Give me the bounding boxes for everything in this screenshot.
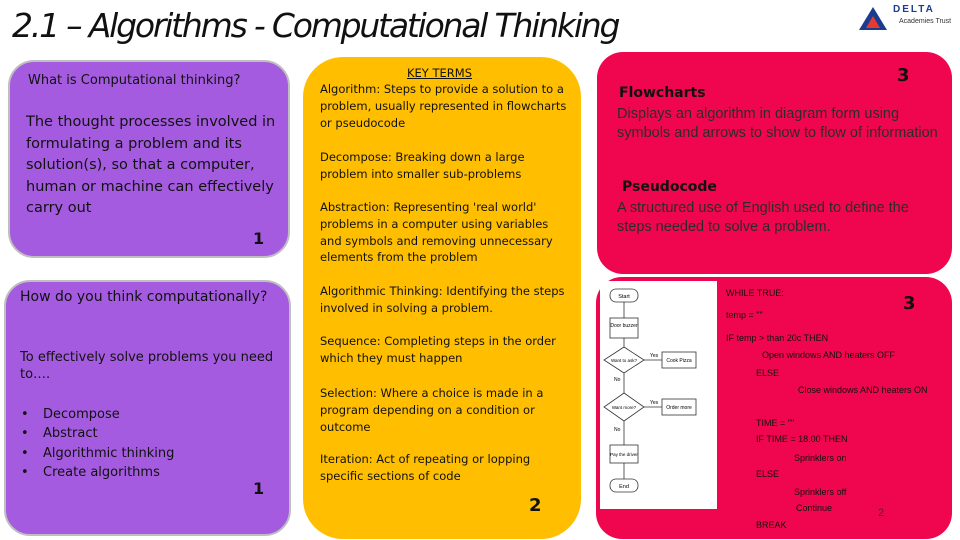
box5-number: 3 — [903, 293, 916, 314]
code-line: Open windows AND heaters OFF — [762, 350, 896, 360]
box3-number: 2 — [529, 495, 542, 516]
box4-number: 3 — [897, 65, 910, 86]
flowcharts-pseudocode-box — [597, 52, 952, 274]
key-term-algorithmic-thinking: Algorithmic Thinking: Identifying the steps involved in solving a problem. — [320, 284, 565, 315]
code-line: ELSE — [756, 469, 780, 479]
box2-intro: To effectively solve problems you need to…. — [20, 350, 274, 382]
flowchart-example — [600, 281, 717, 509]
key-term-iteration: Iteration: Act of repeating or lopping specific sections of code — [320, 452, 531, 483]
code-line: Sprinklers off — [794, 487, 847, 497]
key-terms-box — [303, 57, 581, 539]
list-item: • Abstract — [20, 424, 174, 443]
box2-number: 1 — [253, 479, 265, 498]
page-title: 2.1 – Algorithms - Computational Thinking — [12, 6, 619, 45]
box1-number: 1 — [253, 229, 265, 248]
logo-name: DELTA — [893, 4, 935, 15]
code-line: Continue — [796, 503, 833, 513]
flowcharts-description: Displays an algorithm in diagram form using symbols and arrows to show to flow of information — [617, 106, 938, 141]
key-terms-heading: KEY TERMS — [407, 66, 472, 80]
code-line: BREAK — [756, 520, 787, 530]
code-line: WHILE TRUE: — [726, 288, 784, 298]
key-term-sequence: Sequence: Completing steps in the order which they must happen — [320, 334, 556, 365]
pseudocode-description: A structured use of English used to define the steps needed to solve a problem. — [617, 200, 909, 235]
key-term-decompose: Decompose: Breaking down a large problem into smaller sub-problems — [320, 150, 525, 181]
flow-end-label: End — [619, 484, 629, 490]
flow-pay-label: Pay the driver — [610, 452, 638, 457]
code-line: temp = "" — [726, 310, 763, 320]
key-term-selection: Selection: Where a choice is made in a program depending on a condition or outcome — [320, 386, 544, 434]
key-term-abstraction: Abstraction: Representing 'real world' problems in a computer using variables and symbols and removing unnecessary elements from the problem — [320, 200, 553, 265]
flowchart-diagram — [600, 281, 717, 509]
think-computationally-box — [4, 280, 291, 536]
flow-start-label: Start — [618, 294, 630, 300]
flow-yes-2: Yes — [650, 400, 659, 406]
flow-cook-label: Cook Pizza — [666, 358, 692, 364]
box2-list — [20, 405, 174, 482]
flow-decision-2-label: Want more? — [611, 405, 637, 410]
computational-thinking-box — [8, 60, 290, 258]
code-line: IF TIME = 18.00 THEN — [756, 434, 848, 444]
pseudocode-heading: Pseudocode — [622, 179, 717, 195]
flow-door-label: Door buzzer — [610, 323, 638, 329]
box1-definition: The thought processes involved in formulating a problem and its solution(s), so that a computer, human or machine can effectively carry out — [26, 114, 276, 216]
code-line: TIME = "" — [756, 418, 795, 428]
delta-triangle-icon — [855, 4, 891, 34]
delta-logo — [855, 4, 951, 34]
code-line: IF temp > than 20c THEN — [726, 333, 829, 343]
code-line: ELSE — [756, 368, 780, 378]
flowcharts-heading: Flowcharts — [619, 85, 706, 101]
box2-question: How do you think computationally? — [20, 289, 268, 305]
flow-order-label: Order more — [666, 405, 692, 411]
box1-question: What is Computational thinking? — [28, 73, 241, 88]
flow-no-2: No — [614, 427, 621, 433]
logo-subtitle: Academies Trust — [899, 18, 952, 25]
flow-yes-1: Yes — [650, 353, 659, 359]
code-line: Close windows AND heaters ON — [798, 385, 928, 395]
page-number: 2 — [878, 507, 885, 519]
key-term-algorithm: Algorithm: Steps to provide a solution to a problem, usually represented in flowcharts or pseudocode — [320, 82, 567, 130]
list-item: • Algorithmic thinking — [20, 444, 174, 463]
code-line: Sprinklers on — [794, 453, 847, 463]
list-item: • Create algorithms — [20, 463, 174, 482]
flow-no-1: No — [614, 377, 621, 383]
examples-box — [596, 277, 952, 539]
flow-decision-1-label: Want to ask? — [610, 358, 638, 363]
list-item: • Decompose — [20, 405, 174, 424]
